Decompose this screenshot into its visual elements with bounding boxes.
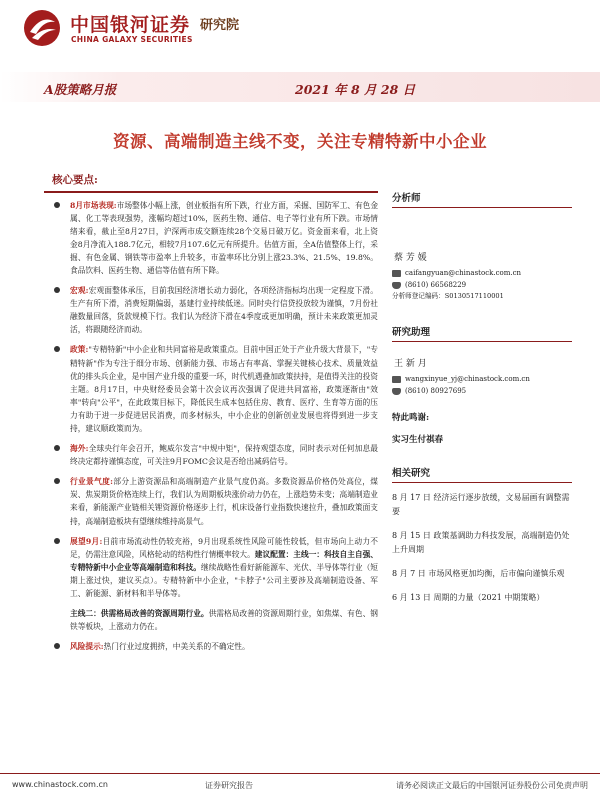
assistant-phone-row xyxy=(392,385,572,397)
report-title: 资源、高端制造主线不变，关注专精特新中小企业 xyxy=(113,132,487,151)
bullet-dot-icon xyxy=(54,478,60,484)
phone-icon xyxy=(392,388,401,395)
bullet-text: 目前市场流动性仍较充裕，9月出现系统性风险可能性较低，但市场向上动力不足，仍需注意风险，风格轮动的结构性行情概率较大。 xyxy=(70,536,378,559)
bullet-tail-text: 继续战略性看好新能源车、光伏、半导体等行业（短期上涨过快，建议买点）。专精特新中小企业，"卡脖子"公司主要涉及高端制造设备、军工、新能源、新材料和半导体等。 xyxy=(70,562,378,599)
assistant-name: 王 新 月 xyxy=(394,359,427,369)
institute-label: 研究院 xyxy=(200,18,240,33)
bullet-industry xyxy=(44,475,378,527)
bullet-overseas xyxy=(44,442,378,468)
footer-url[interactable]: www.chinastock.com.cn xyxy=(12,780,108,789)
analyst-phone-row xyxy=(392,279,572,291)
bullet-lead: 8月市场表现: xyxy=(70,200,117,210)
email-icon xyxy=(392,270,401,277)
analyst-registration: 分析师登记编码：S0130517110001 xyxy=(392,292,504,300)
related-item[interactable]: 8 月 15 日 政策基调助力科技发展，高端制造仍处上升周期 xyxy=(392,531,570,554)
bullet-dot-icon xyxy=(54,445,60,451)
thanks-name: 实习生付祺春 xyxy=(392,435,444,445)
bullet-dot-icon xyxy=(54,202,60,208)
bullet-policy xyxy=(44,343,378,435)
key-points-section xyxy=(44,172,378,660)
bullet-lead: 宏观: xyxy=(70,286,89,296)
assistant-email[interactable]: wangxinyue_yj@chinastock.com.cn xyxy=(405,375,530,383)
bullet-risk xyxy=(44,640,378,653)
bullet-text: 宏观面整体承压，目前我国经济增长动力弱化，各项经济指标均出现一定程度下滑。生产有所下滑，消费短期偏弱，基建行业持续低迷。同时央行信贷投放较为谨慎，7月份社融数量回落，货款规模下行。我们认为经济下滑在4季度或更加明确，预计未来政策更加灵活，将跟随经济而动。 xyxy=(70,286,378,335)
bullet-dot-icon xyxy=(54,643,60,649)
bullet-lead: 行业景气度: xyxy=(70,477,113,487)
bullet-dot-icon xyxy=(54,346,60,352)
assistant-email-row xyxy=(392,373,572,385)
report-header xyxy=(0,0,600,72)
sidebar xyxy=(392,190,572,615)
bullet-lead: 政策: xyxy=(70,345,89,355)
bullet-market xyxy=(44,199,378,278)
footer-disclaimer: 请务必阅读正文最后的中国银河证券股份公司免责声明 xyxy=(396,781,588,790)
footer-doc-type: 证券研究报告 xyxy=(205,781,253,790)
bullet-lead: 主线二：供需格局改善的资源周期行业。 xyxy=(70,609,209,619)
related-heading: 相关研究 xyxy=(392,465,572,483)
galaxy-logo-icon xyxy=(22,8,62,48)
thanks-label: 特此鸣谢: xyxy=(392,413,430,423)
bullet-dot-icon xyxy=(54,287,60,293)
email-icon xyxy=(392,376,401,383)
heading-divider xyxy=(44,191,378,193)
assistant-heading: 研究助理 xyxy=(392,324,572,342)
analyst-name: 蔡 芳 媛 xyxy=(394,253,427,263)
bullet-text: 热门行业过度拥挤，中美关系的不确定性。 xyxy=(103,642,250,652)
bullet-text: 供需格局改善的资源周期行业，如焦煤、有色、钢铁等板块，上涨动力仍在。 xyxy=(70,609,378,632)
bullet-lead: 风险提示: xyxy=(70,642,104,652)
bullet-macro xyxy=(44,284,378,336)
report-type: A股策略月报 xyxy=(44,82,117,97)
brand-name-en: CHINA GALAXY SECURITIES xyxy=(71,35,193,44)
bullet-text: 部分上游资源品和高端制造产业景气度仍高。多数资源品价格仍处高位，煤炭、焦炭期货价格连续上行，我们认为周期板块涨价动力仍在，上涨趋势未变；高端制造业来看，新能源产业链相关锂资源价格逐步上行，机床设备行业指数快速拉升，叠加政策面支持，高端制造板块有望继续维持高景气。 xyxy=(70,477,378,526)
related-item[interactable]: 6 月 13 日 周期的力量（2021 中期策略） xyxy=(392,593,545,602)
footer-divider xyxy=(0,773,600,774)
bullet-lead: 展望9月: xyxy=(70,536,103,546)
bullet-lead: 海外: xyxy=(70,444,89,454)
analyst-email-row xyxy=(392,267,572,279)
related-item[interactable]: 8 月 17 日 经济运行逐步放缓，文易届画有调整需要 xyxy=(392,493,570,516)
bullet-text: 市场整体小幅上涨，创业板指有所下跌，行业方面，采掘、国防军工、有色金属、化工等表现强势，涨幅均超过10%，医药生物、通信、电子等行业有所下跌。市场情绪来看，截止至8月27日，沪深两市成交额连续28个交易日破万亿。资金面来看，北上资金8月净流入188.7亿元，相较7月107.6亿元有所提升。估值方面，全A估值整体上行，采掘、有色金属、钢铁等市盈率上升较多，市盈率环比分别上涨23.3%、21.5%、19.8%。食品饮料、医药生物、通信等估值有所下降。 xyxy=(70,200,379,275)
bullet-outlook xyxy=(44,535,378,600)
assistant-phone: (8610) 80927695 xyxy=(405,387,467,395)
bullet-text: 全球央行年会召开，鲍威尔发言"中规中矩"，保持观望态度，同时表示对任何加息最终决定都持谨慎态度，可关注9月FOMC会议是否给出减码信号。 xyxy=(70,444,378,467)
brand-name-cn: 中国银河证券 xyxy=(70,14,191,36)
bullet-bold-text: 建议配置：主线一：科技自主自强、专精特新中小企业等高端制造和科技。 xyxy=(70,549,378,572)
analyst-phone: (8610) 66568229 xyxy=(405,281,467,289)
bullet-mainline-two xyxy=(44,607,378,633)
key-points-heading: 核心要点: xyxy=(52,174,98,186)
report-date: 2021 年 8 月 28 日 xyxy=(295,82,416,97)
bullet-dot-icon xyxy=(54,538,60,544)
related-item[interactable]: 8 月 7 日 市场风格更加均衡，后市偏向谨慎乐观 xyxy=(392,569,565,578)
phone-icon xyxy=(392,282,401,289)
analyst-email[interactable]: caifangyuan@chinastock.com.cn xyxy=(405,269,522,277)
bullet-text: "专精特新"中小企业和共同富裕是政策重点。目前中国正处于产业升级大背景下，"专精特新"作为专注于细分市场、创新能力强、市场占有率高、掌握关键核心技术、质量效益优的排头兵企业，是中国产业升级的重要一环，时代机遇叠加政策扶持，是值得关注的投资主题。8月17日，中央财经委员会第十次会议再次强调了促进共同富裕，政策逐渐由"效率"转向"公平"，在此政策目标下，降低民生成本包括住房、教育、医疗、生育等方面的压力有助于进一步促进居民消费，而多材标头，中小企业的创新创业发展也将得到进一步支持，建议顺政策而为。 xyxy=(70,345,378,433)
analyst-heading: 分析师 xyxy=(392,190,572,208)
